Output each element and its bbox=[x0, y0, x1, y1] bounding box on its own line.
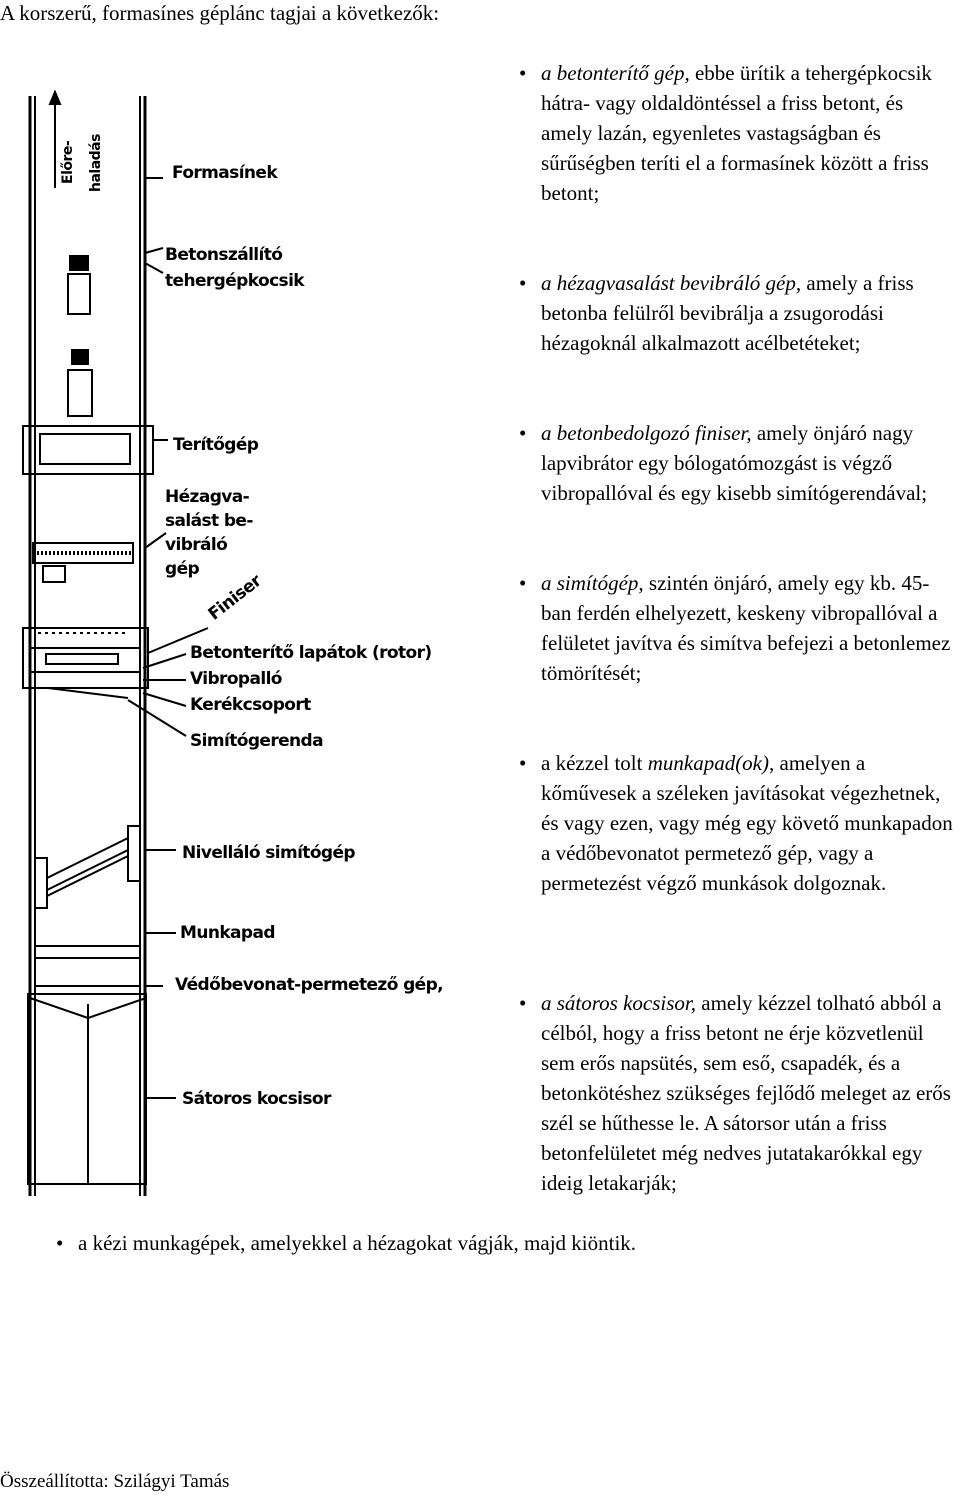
label-hezag-4: gép bbox=[165, 559, 200, 579]
label-simitogerenda: Simítógerenda bbox=[190, 731, 323, 751]
label-munkapad: Munkapad bbox=[180, 923, 275, 943]
list-item: • a sátoros kocsisor, amely kézzel tolható abból a célból, hogy a friss betont ne érje közvetlenül sem erős napsütés, sem eső, csapadék, és a betonkötéshez szükséges fejlődő meleget az erős szél se hűthesse le. A sátorsor után a friss betonfelületet még nedves jutatakarókkal egy ideig letakarják; bbox=[519, 988, 959, 1198]
machine-list bbox=[519, 748, 959, 898]
list-item: • a simítógép, szintén önjáró, amely egy kb. 45-ban ferdén elhelyezett, keskeny vibropallóval a felületet javítva és simítva befejezi a betonlemez tömörítését; bbox=[519, 568, 959, 688]
label-vibropallo: Vibropalló bbox=[190, 669, 282, 689]
intro-text: A korszerű, formasínes géplánc tagjai a következők: bbox=[0, 1, 440, 25]
label-finiser: Finiser bbox=[204, 571, 266, 625]
label-teritogep: Terítőgép bbox=[173, 435, 259, 455]
label-vedobevonat: Védőbevonat-permetező gép, bbox=[175, 975, 444, 995]
label-hezag-3: vibráló bbox=[165, 535, 228, 555]
list-item: • a hézagvasalást bevibráló gép, amely a friss betonba felülről bevibrálja a zsugorodási hézagoknál alkalmazott acélbetéteket; bbox=[519, 268, 959, 358]
list-item: • a betonbedolgozó finiser, amely önjáró nagy lapvibrátor egy bólogatómozgást is végző vibropallóval és egy kisebb simítógerendával; bbox=[519, 418, 959, 508]
machine-list bbox=[519, 568, 959, 688]
list-item: • a kézzel tolt munkapad(ok), amelyen a kőművesek a széleken javításokat végezhetnek, és vagy ezen, vagy még egy követő munkapadon a védőbevonatot permetező gép, vagy a permetezést végző munkások dolgoznak. bbox=[519, 748, 959, 898]
label-elorehaladas-1: Előre- bbox=[60, 140, 76, 184]
machine-train-diagram bbox=[18, 88, 448, 1198]
label-kerekcsoport: Kerékcsoport bbox=[190, 695, 311, 715]
last-list-item: • a kézi munkagépek, amelyekkel a hézagokat vágják, majd kiöntik. bbox=[56, 1228, 636, 1258]
label-hezag-1: Hézagva- bbox=[165, 487, 250, 507]
label-betonszallito-1: Betonszállító bbox=[165, 245, 283, 265]
label-lapatok: Betonterítő lapátok (rotor) bbox=[190, 643, 432, 663]
footer-author: Összeállította: Szilágyi Tamás bbox=[0, 1471, 230, 1492]
label-satoros: Sátoros kocsisor bbox=[182, 1089, 331, 1109]
machine-list bbox=[519, 418, 959, 508]
machine-list bbox=[519, 268, 959, 358]
label-hezag-2: salást be- bbox=[165, 511, 253, 531]
machine-list bbox=[519, 988, 959, 1198]
label-nivellalo: Nivelláló simítógép bbox=[182, 843, 355, 863]
machine-list bbox=[519, 58, 959, 208]
label-betonszallito-2: tehergépkocsik bbox=[165, 271, 304, 291]
label-elorehaladas-2: haladás bbox=[88, 134, 104, 192]
label-formasinek: Formasínek bbox=[172, 163, 278, 183]
list-item: • a betonterítő gép, ebbe ürítik a tehergépkocsik hátra- vagy oldaldöntéssel a friss betont, és amely lazán, egyenletes vastagságban és sűrűségben teríti el a formasínek között a friss betont; bbox=[519, 58, 959, 208]
